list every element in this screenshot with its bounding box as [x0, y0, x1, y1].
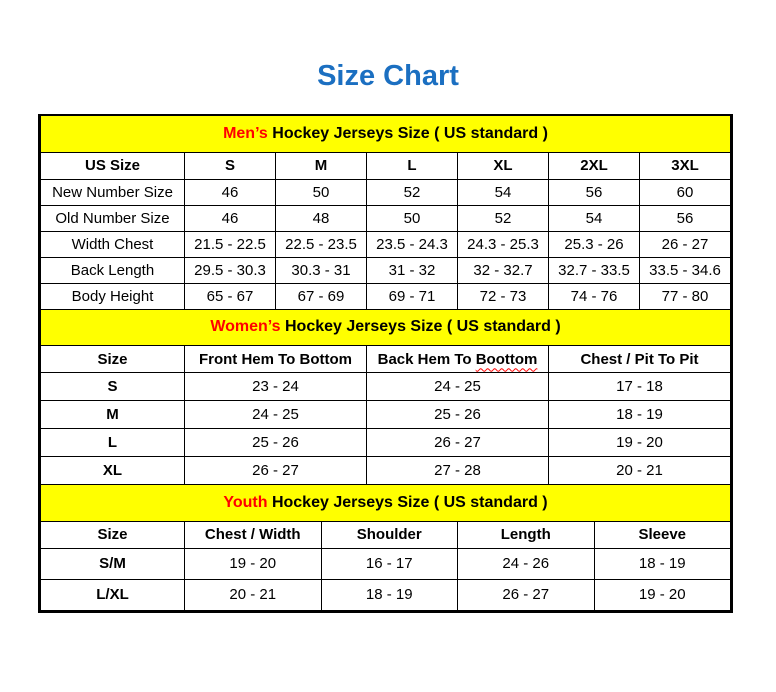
table-cell: 54 [458, 179, 549, 205]
table-cell: 50 [276, 179, 367, 205]
table-cell: 16 - 17 [321, 548, 458, 579]
column-header: Chest / Width [185, 521, 322, 548]
table-cell: 21.5 - 22.5 [185, 231, 276, 257]
section-title-rest: Hockey Jerseys Size ( US standard ) [280, 318, 561, 336]
table-row [41, 579, 731, 610]
column-header: S [185, 152, 276, 179]
column-header: Length [458, 521, 595, 548]
column-header-row [41, 346, 731, 373]
row-label: S [41, 373, 185, 401]
table-cell: 18 - 19 [321, 579, 458, 610]
table-cell: 24 - 25 [367, 373, 549, 401]
table-row [41, 373, 731, 401]
table-cell: 56 [640, 205, 731, 231]
table-cell: 27 - 28 [367, 457, 549, 485]
table-cell: 24 - 25 [185, 401, 367, 429]
section-title-highlight-word: Youth [223, 493, 268, 511]
youth-size-table [40, 485, 731, 611]
section-title-highlight-word: Men’s [223, 124, 268, 142]
table-row [41, 429, 731, 457]
youth-section-title [41, 485, 731, 521]
column-header: US Size [41, 152, 185, 179]
row-label: L/XL [41, 579, 185, 610]
table-cell: 72 - 73 [458, 283, 549, 309]
table-cell: 26 - 27 [185, 457, 367, 485]
column-header: Size [41, 346, 185, 373]
table-cell: 26 - 27 [640, 231, 731, 257]
column-header [367, 346, 549, 373]
column-header: 2XL [549, 152, 640, 179]
table-row [41, 231, 731, 257]
column-header: Shoulder [321, 521, 458, 548]
table-cell: 46 [185, 205, 276, 231]
table-cell: 23.5 - 24.3 [367, 231, 458, 257]
table-cell: 30.3 - 31 [276, 257, 367, 283]
column-header: L [367, 152, 458, 179]
table-cell: 60 [640, 179, 731, 205]
table-cell: 25 - 26 [185, 429, 367, 457]
table-cell: 19 - 20 [185, 548, 322, 579]
mens-section-band-row [41, 116, 731, 152]
table-cell: 18 - 19 [549, 401, 731, 429]
table-cell: 19 - 20 [549, 429, 731, 457]
table-cell: 52 [458, 205, 549, 231]
row-label: Body Height [41, 283, 185, 309]
row-label: Width Chest [41, 231, 185, 257]
table-cell: 23 - 24 [185, 373, 367, 401]
table-cell: 25.3 - 26 [549, 231, 640, 257]
table-cell: 20 - 21 [185, 579, 322, 610]
table-row [41, 283, 731, 309]
column-header: Sleeve [594, 521, 731, 548]
row-label: L [41, 429, 185, 457]
size-chart-tables [38, 114, 733, 613]
table-cell: 26 - 27 [367, 429, 549, 457]
column-header-text: Back Hem To [377, 350, 476, 368]
misspelled-word: Boottom [475, 350, 538, 368]
table-cell: 19 - 20 [594, 579, 731, 610]
column-header: 3XL [640, 152, 731, 179]
table-cell: 54 [549, 205, 640, 231]
table-cell: 69 - 71 [367, 283, 458, 309]
table-cell: 50 [367, 205, 458, 231]
table-row [41, 205, 731, 231]
row-label: XL [41, 457, 185, 485]
column-header: Chest / Pit To Pit [549, 346, 731, 373]
table-cell: 17 - 18 [549, 373, 731, 401]
column-header: Front Hem To Bottom [185, 346, 367, 373]
table-row [41, 179, 731, 205]
womens-size-table [40, 310, 731, 486]
table-cell: 67 - 69 [276, 283, 367, 309]
table-cell: 25 - 26 [367, 401, 549, 429]
mens-size-table [40, 116, 731, 310]
womens-section-title [41, 310, 731, 346]
row-label: New Number Size [41, 179, 185, 205]
mens-section-title [41, 116, 731, 152]
row-label: S/M [41, 548, 185, 579]
table-cell: 29.5 - 30.3 [185, 257, 276, 283]
table-row [41, 257, 731, 283]
section-title-rest: Hockey Jerseys Size ( US standard ) [267, 124, 548, 142]
row-label: Back Length [41, 257, 185, 283]
table-cell: 26 - 27 [458, 579, 595, 610]
table-cell: 56 [549, 179, 640, 205]
column-header-row [41, 521, 731, 548]
column-header: XL [458, 152, 549, 179]
table-cell: 22.5 - 23.5 [276, 231, 367, 257]
row-label: Old Number Size [41, 205, 185, 231]
table-cell: 20 - 21 [549, 457, 731, 485]
table-cell: 46 [185, 179, 276, 205]
table-cell: 32.7 - 33.5 [549, 257, 640, 283]
womens-section-band-row [41, 310, 731, 346]
table-cell: 74 - 76 [549, 283, 640, 309]
column-header-row [41, 152, 731, 179]
table-cell: 77 - 80 [640, 283, 731, 309]
column-header: M [276, 152, 367, 179]
table-row [41, 457, 731, 485]
table-cell: 65 - 67 [185, 283, 276, 309]
table-cell: 52 [367, 179, 458, 205]
column-header: Size [41, 521, 185, 548]
table-cell: 24.3 - 25.3 [458, 231, 549, 257]
table-cell: 33.5 - 34.6 [640, 257, 731, 283]
section-title-highlight-word: Women’s [210, 318, 281, 336]
table-cell: 24 - 26 [458, 548, 595, 579]
table-row [41, 548, 731, 579]
youth-section-band-row [41, 485, 731, 521]
section-title-rest: Hockey Jerseys Size ( US standard ) [267, 493, 548, 511]
row-label: M [41, 401, 185, 429]
page-title: Size Chart [317, 60, 459, 92]
table-cell: 32 - 32.7 [458, 257, 549, 283]
table-cell: 18 - 19 [594, 548, 731, 579]
table-row [41, 401, 731, 429]
table-cell: 48 [276, 205, 367, 231]
table-cell: 31 - 32 [367, 257, 458, 283]
